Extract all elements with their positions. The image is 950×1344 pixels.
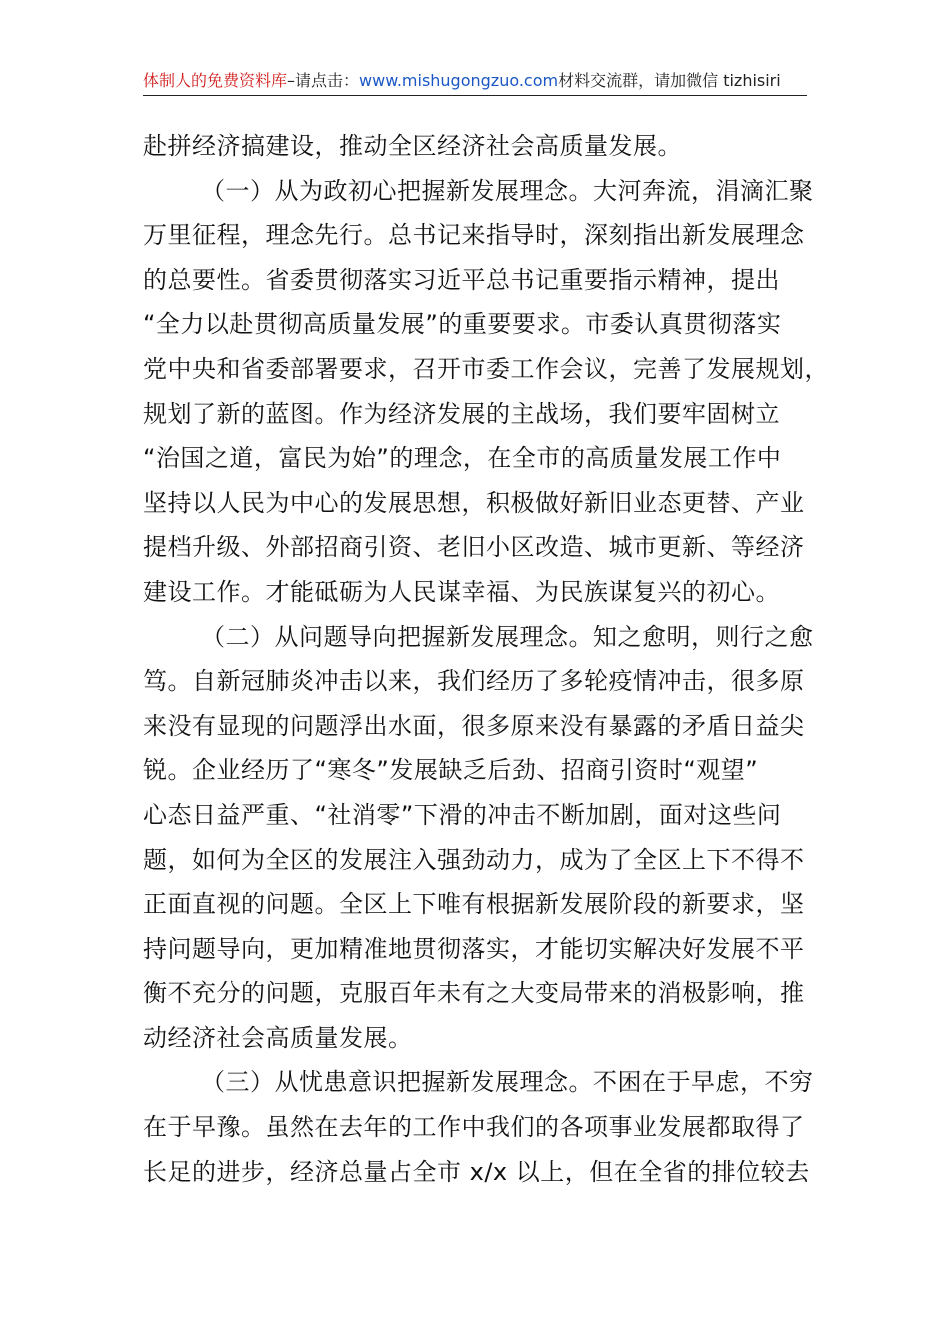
text-line: 规划了新的蓝图。作为经济发展的主战场，我们要牢固树立 <box>143 399 780 428</box>
header-divider <box>143 95 807 96</box>
text-line: 衡不充分的问题，克服百年未有之大变局带来的消极影响，推 <box>143 979 805 1008</box>
text-line: 的总要性。省委贯彻落实习近平总书记重要指示精神，提出 <box>143 265 780 294</box>
text-line: 锐。企业经历了“寒冬”发展缺乏后劲、招商引资时“观望” <box>143 756 759 785</box>
text-line: “治国之道，富民为始”的理念，在全市的高质量发展工作中 <box>143 444 782 473</box>
text-line: 党中央和省委部署要求，召开市委工作会议，完善了发展规划， <box>143 354 829 383</box>
text-line: 心态日益严重、“社消零”下滑的冲击不断加剧，面对这些问 <box>143 800 782 829</box>
text-line: 正面直视的问题。全区上下唯有根据新发展阶段的新要求，坚 <box>143 890 805 919</box>
text-line: （三）从忧患意识把握新发展理念。不困在于早虑，不穷 <box>201 1068 814 1097</box>
text-line: “全力以赴贯彻高质量发展”的重要要求。市委认真贯彻落实 <box>143 310 782 339</box>
text-line: 动经济社会高质量发展。 <box>143 1023 413 1052</box>
text-line: 万里征程，理念先行。总书记来指导时，深刻指出新发展理念 <box>143 221 805 250</box>
text-line: （一）从为政初心把握新发展理念。大河奔流，涓滴汇聚 <box>201 176 814 205</box>
text-line: 题，如何为全区的发展注入强劲动力，成为了全区上下不得不 <box>143 845 805 874</box>
text-line: 坚持以人民为中心的发展思想，积极做好新旧业态更替、产业 <box>143 488 805 517</box>
text-line: 持问题导向，更加精准地贯彻落实，才能切实解决好发展不平 <box>143 934 805 963</box>
text-line: 提档升级、外部招商引资、老旧小区改造、城市更新、等经济 <box>143 533 805 562</box>
text-line: （二）从问题导向把握新发展理念。知之愈明，则行之愈 <box>201 622 814 651</box>
header-url-link[interactable]: www.mishugongzuo.com <box>359 71 559 90</box>
text-line: 来没有显现的问题浮出水面，很多原来没有暴露的矛盾日益尖 <box>143 711 805 740</box>
document-body <box>143 124 829 1194</box>
header-brand: 体制人的免费资料库 <box>143 71 288 90</box>
text-line: 长足的进步，经济总量占全市 x/x 以上，但在全省的排位较去 <box>143 1157 810 1186</box>
text-line: 建设工作。才能砥砺为人民谋幸福、为民族谋复兴的初心。 <box>143 577 780 606</box>
text-line: 赴拼经济搞建设，推动全区经济社会高质量发展。 <box>143 132 682 160</box>
header-prompt: –请点击： <box>287 71 360 90</box>
page-header <box>143 68 807 94</box>
text-line: 笃。自新冠肺炎冲击以来，我们经历了多轮疫情冲击，很多原 <box>143 667 805 696</box>
text-line: 在于早豫。虽然在去年的工作中我们的各项事业发展都取得了 <box>143 1113 805 1142</box>
header-suffix: 材料交流群，请加微信 tizhisiri <box>558 71 781 90</box>
